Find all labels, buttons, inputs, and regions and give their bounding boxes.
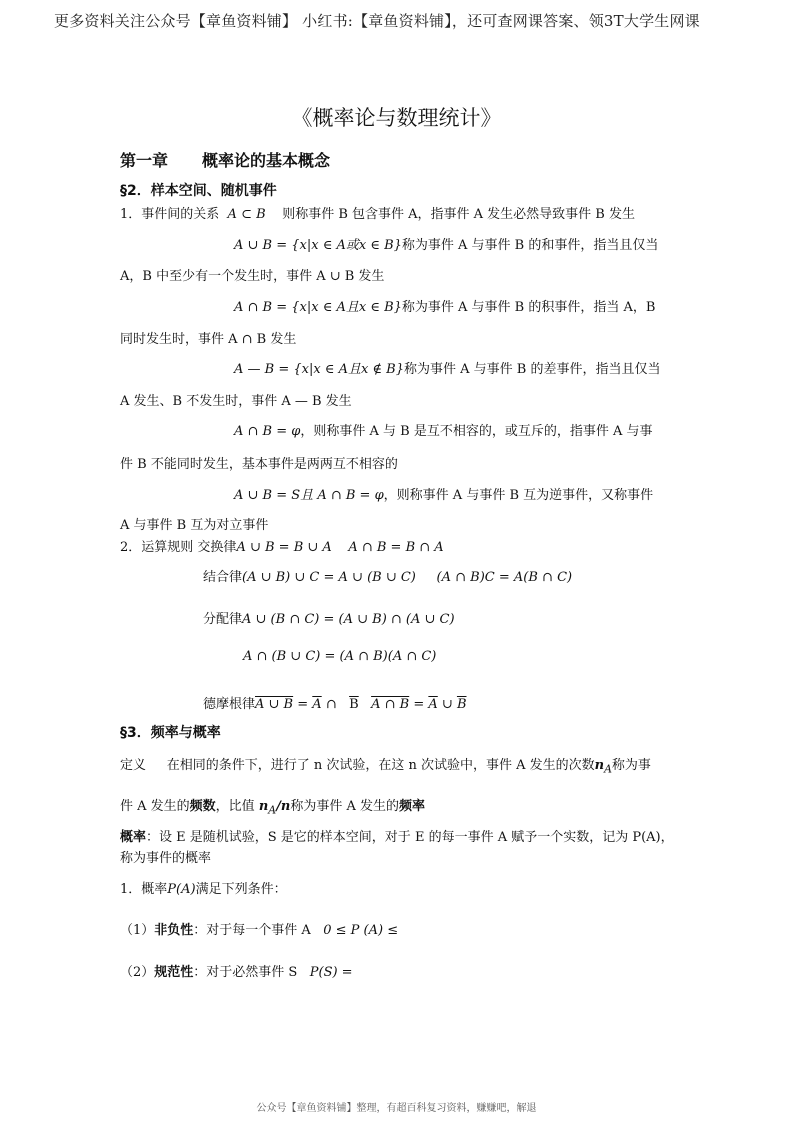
rule-name: 结合律	[203, 570, 243, 585]
difference-continuation: A 发生、B 不发生时，事件 A — B 发生	[120, 394, 352, 409]
complement-continuation: A 与事件 B 互为对立事件	[120, 518, 269, 533]
rule-name: 德摩根律	[203, 697, 256, 712]
union-continuation: A，B 中至少有一个发生时，事件 A ∪ B 发生	[120, 269, 385, 284]
formula: ∪	[437, 697, 457, 712]
rules-commutative	[120, 536, 444, 555]
term-frequency-count: 频数	[189, 799, 216, 814]
rules-associative	[203, 566, 572, 585]
formula: A ∩ B = {x|x ∈ A且x ∈ B}	[234, 300, 402, 315]
page-footer: 公众号【章鱼资料铺】整理，有超百科复习资料，赚赚吧，解退	[256, 1103, 537, 1114]
text: 称为事件 A 与事件 B 的差事件，指当且仅当	[404, 362, 661, 377]
formula-subscript: A	[268, 803, 277, 817]
intersection-definition	[234, 296, 655, 315]
exclusive-continuation: 件 B 不能同时发生，基本事件是两两互不相容的	[120, 457, 398, 472]
rule-name: 交换律	[197, 540, 237, 555]
formula: ∩	[321, 697, 341, 712]
page-header-banner: 更多资料关注公众号【章鱼资料铺】 小红书:【章鱼资料铺】，还可查网课答案、领3T大学生网课	[54, 12, 700, 30]
text: 称为事	[611, 758, 651, 773]
chapter-heading	[120, 148, 330, 171]
rule-name: 分配律	[203, 612, 243, 627]
formula: A ∪ B = {x|x ∈ A或x ∈ B}	[234, 238, 402, 253]
probability-definition	[120, 826, 674, 845]
text: ：对于必然事件 S	[193, 965, 298, 980]
chapter-name: 概率论的基本概念	[202, 151, 331, 170]
text: ，则称事件 A 与 B 是互不相容的，或互斥的，指事件 A 与事	[300, 424, 653, 439]
item-label: 1．概率	[120, 882, 168, 897]
difference-definition	[234, 358, 660, 377]
formula: A ∩ B	[371, 697, 410, 712]
text: 满足下列条件：	[195, 882, 287, 897]
term-normalization: 规范性	[154, 965, 194, 980]
item-label: 定义	[120, 758, 147, 773]
term-probability: 概率	[120, 830, 147, 845]
complement-definition	[234, 484, 653, 503]
conditions-intro	[120, 878, 287, 897]
formula: A ∩ B = B ∩ A	[348, 540, 444, 555]
text: ，比值	[215, 799, 255, 814]
formula: n	[594, 758, 605, 773]
item-label: 2．运算规则	[120, 540, 194, 555]
frequency-continuation	[120, 795, 425, 817]
section-3-heading: §3．频率与概率	[120, 725, 221, 741]
formula: A ∩ B = φ	[234, 424, 301, 439]
section-2-heading: §2．样本空间、随机事件	[120, 183, 277, 199]
formula: A ∪ (B ∩ C) = (A ∪ B) ∩ (A ∪ C)	[242, 612, 455, 627]
item-label: 1．事件间的关系	[120, 207, 220, 222]
text: 在相同的条件下，进行了 n 次试验，在这 n 次试验中，事件 A 发生的次数	[166, 758, 595, 773]
text: ，则称事件 A 与事件 B 互为逆事件，又称事件	[383, 488, 654, 503]
relation-line-subset	[120, 203, 635, 222]
formula: =	[409, 697, 429, 712]
text: 则称事件 B 包含事件 A，指事件 A 发生必然导致事件 B 发生	[282, 207, 635, 222]
text: ：设 E 是随机试验，S 是它的样本空间，对于 E 的每一事件 A 赋予一个实数，记为 P(A)，	[146, 830, 674, 845]
text: 称为事件 A 发生的	[290, 799, 399, 814]
exclusive-definition	[234, 420, 652, 439]
item-number: （2）	[120, 965, 155, 980]
chapter-number: 第一章	[120, 151, 169, 170]
text: 称为事件 A 与事件 B 的积事件，指当 A，B	[401, 300, 656, 315]
formula: A ∪ B = S且	[234, 488, 314, 503]
frequency-definition	[120, 754, 651, 776]
term-nonnegativity: 非负性	[154, 923, 194, 938]
formula: n	[258, 799, 269, 814]
formula: A ⊂ B	[227, 207, 266, 222]
term-frequency: 频率	[398, 799, 425, 814]
formula: A ∪ B = B ∪ A	[236, 540, 332, 555]
text: ：对于每一个事件 A	[193, 923, 311, 938]
probability-continuation: 称为事件的概率	[120, 851, 212, 866]
document-title: 《概率论与数理统计》	[291, 106, 502, 130]
formula: $\overline{A}$	[312, 697, 322, 712]
condition-nonnegativity	[120, 919, 398, 938]
formula: A ∩ (B ∪ C) = (A ∩ B)(A ∩ C)	[243, 649, 437, 664]
condition-normalization	[120, 961, 353, 980]
formula: $\overline{B}$	[349, 697, 359, 712]
formula: P(S) =	[309, 965, 353, 980]
rules-distributive-2	[243, 649, 436, 664]
text: 件 A 发生的	[120, 799, 190, 814]
formula-subscript: A	[604, 762, 612, 776]
formula: A — B = {x|x ∈ A且x ∉ B}	[234, 362, 404, 377]
intersection-continuation: 同时发生时，事件 A ∩ B 发生	[120, 332, 297, 347]
item-number: （1）	[120, 923, 155, 938]
formula: $\overline{A}$	[428, 697, 438, 712]
formula: =	[293, 697, 313, 712]
formula: P(A)	[167, 882, 196, 897]
formula: A ∪ B	[255, 697, 294, 712]
formula: (A ∩ B)C = A(B ∩ C)	[436, 570, 573, 585]
rules-distributive	[203, 608, 455, 627]
formula: (A ∪ B) ∪ C = A ∪ (B ∪ C)	[242, 570, 416, 585]
formula: A ∩ B = φ	[317, 488, 384, 503]
formula: 0 ≤ P (A) ≤	[323, 923, 399, 938]
union-definition	[234, 234, 658, 253]
text: 称为事件 A 与事件 B 的和事件，指当且仅当	[401, 238, 659, 253]
formula: /n	[276, 799, 291, 814]
rules-de-morgan	[203, 693, 467, 712]
formula: $\overline{B}$	[456, 697, 467, 712]
